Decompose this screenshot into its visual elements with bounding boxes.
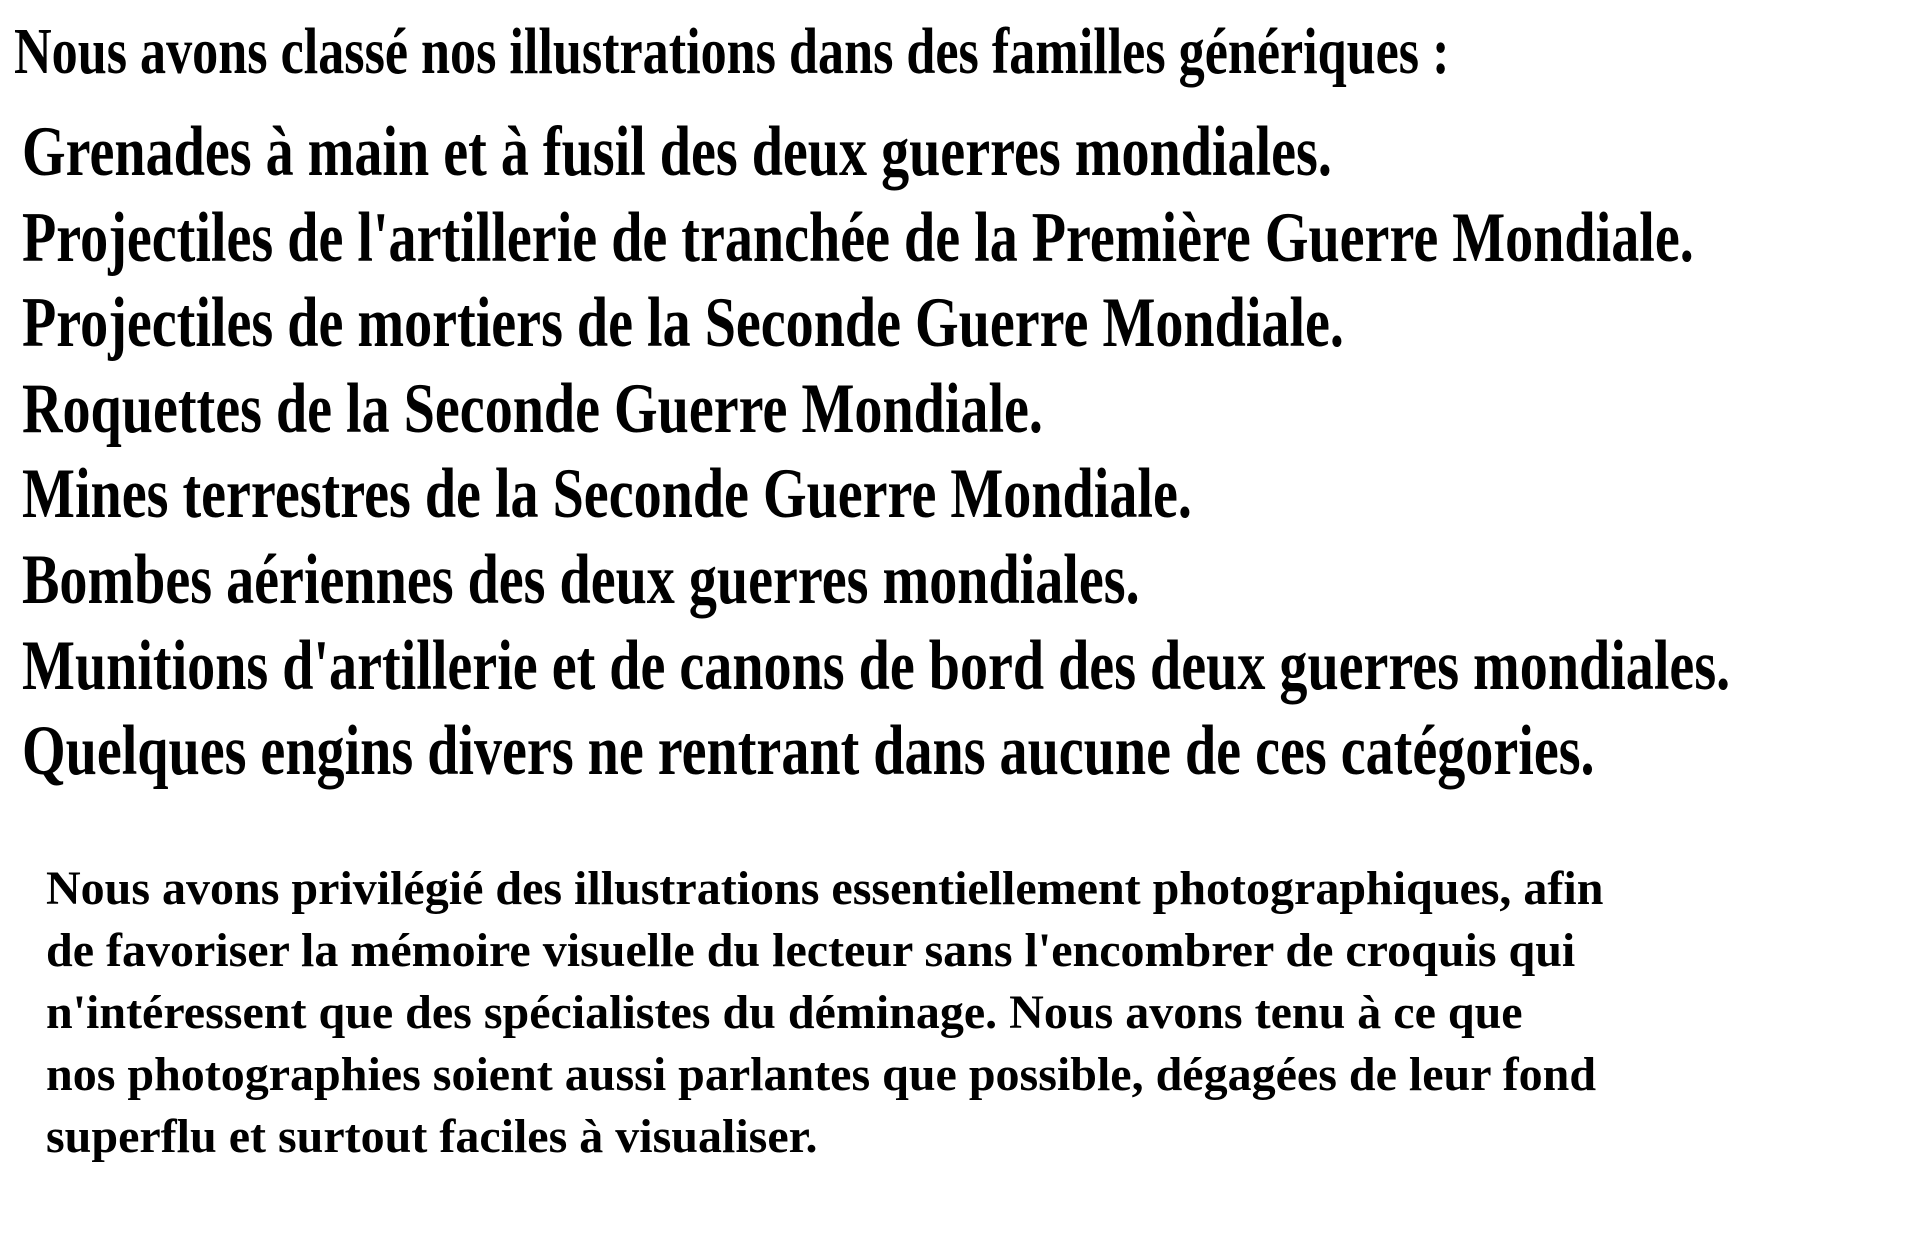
page-heading: Nous avons classé nos illustrations dans des familles génériques : <box>14 15 1450 88</box>
paragraph-line: nos photographies soient aussi parlantes que possible, dégagées de leur fond <box>46 1048 1597 1101</box>
paragraph-line: superflu et surtout faciles à visualiser. <box>46 1110 818 1163</box>
families-list <box>22 110 1920 795</box>
paragraph-line: n'intéressent que des spécialistes du déminage. Nous avons tenu à ce que <box>46 986 1523 1039</box>
family-item-land-mines: Mines terrestres de la Seconde Guerre Mondiale. <box>22 455 1192 534</box>
family-item-aerial-bombs: Bombes aériennes des deux guerres mondiales. <box>22 540 1140 619</box>
family-item-grenades: Grenades à main et à fusil des deux guerres mondiales. <box>22 113 1332 191</box>
intro-paragraph <box>46 858 1906 1168</box>
paragraph-line: Nous avons privilégié des illustrations essentiellement photographiques, afin <box>46 862 1604 915</box>
family-item-rockets: Roquettes de la Seconde Guerre Mondiale. <box>22 369 1043 448</box>
family-item-miscellaneous: Quelques engins divers ne rentrant dans aucune de ces catégories. <box>22 712 1595 791</box>
family-item-trench-artillery: Projectiles de l'artillerie de tranchée de la Première Guerre Mondiale. <box>22 198 1694 277</box>
paragraph-line: de favoriser la mémoire visuelle du lecteur sans l'encombrer de croquis qui <box>46 924 1576 977</box>
family-item-artillery-munitions: Munitions d'artillerie et de canons de bord des deux guerres mondiales. <box>22 626 1731 705</box>
family-item-mortars: Projectiles de mortiers de la Seconde Guerre Mondiale. <box>22 284 1344 363</box>
